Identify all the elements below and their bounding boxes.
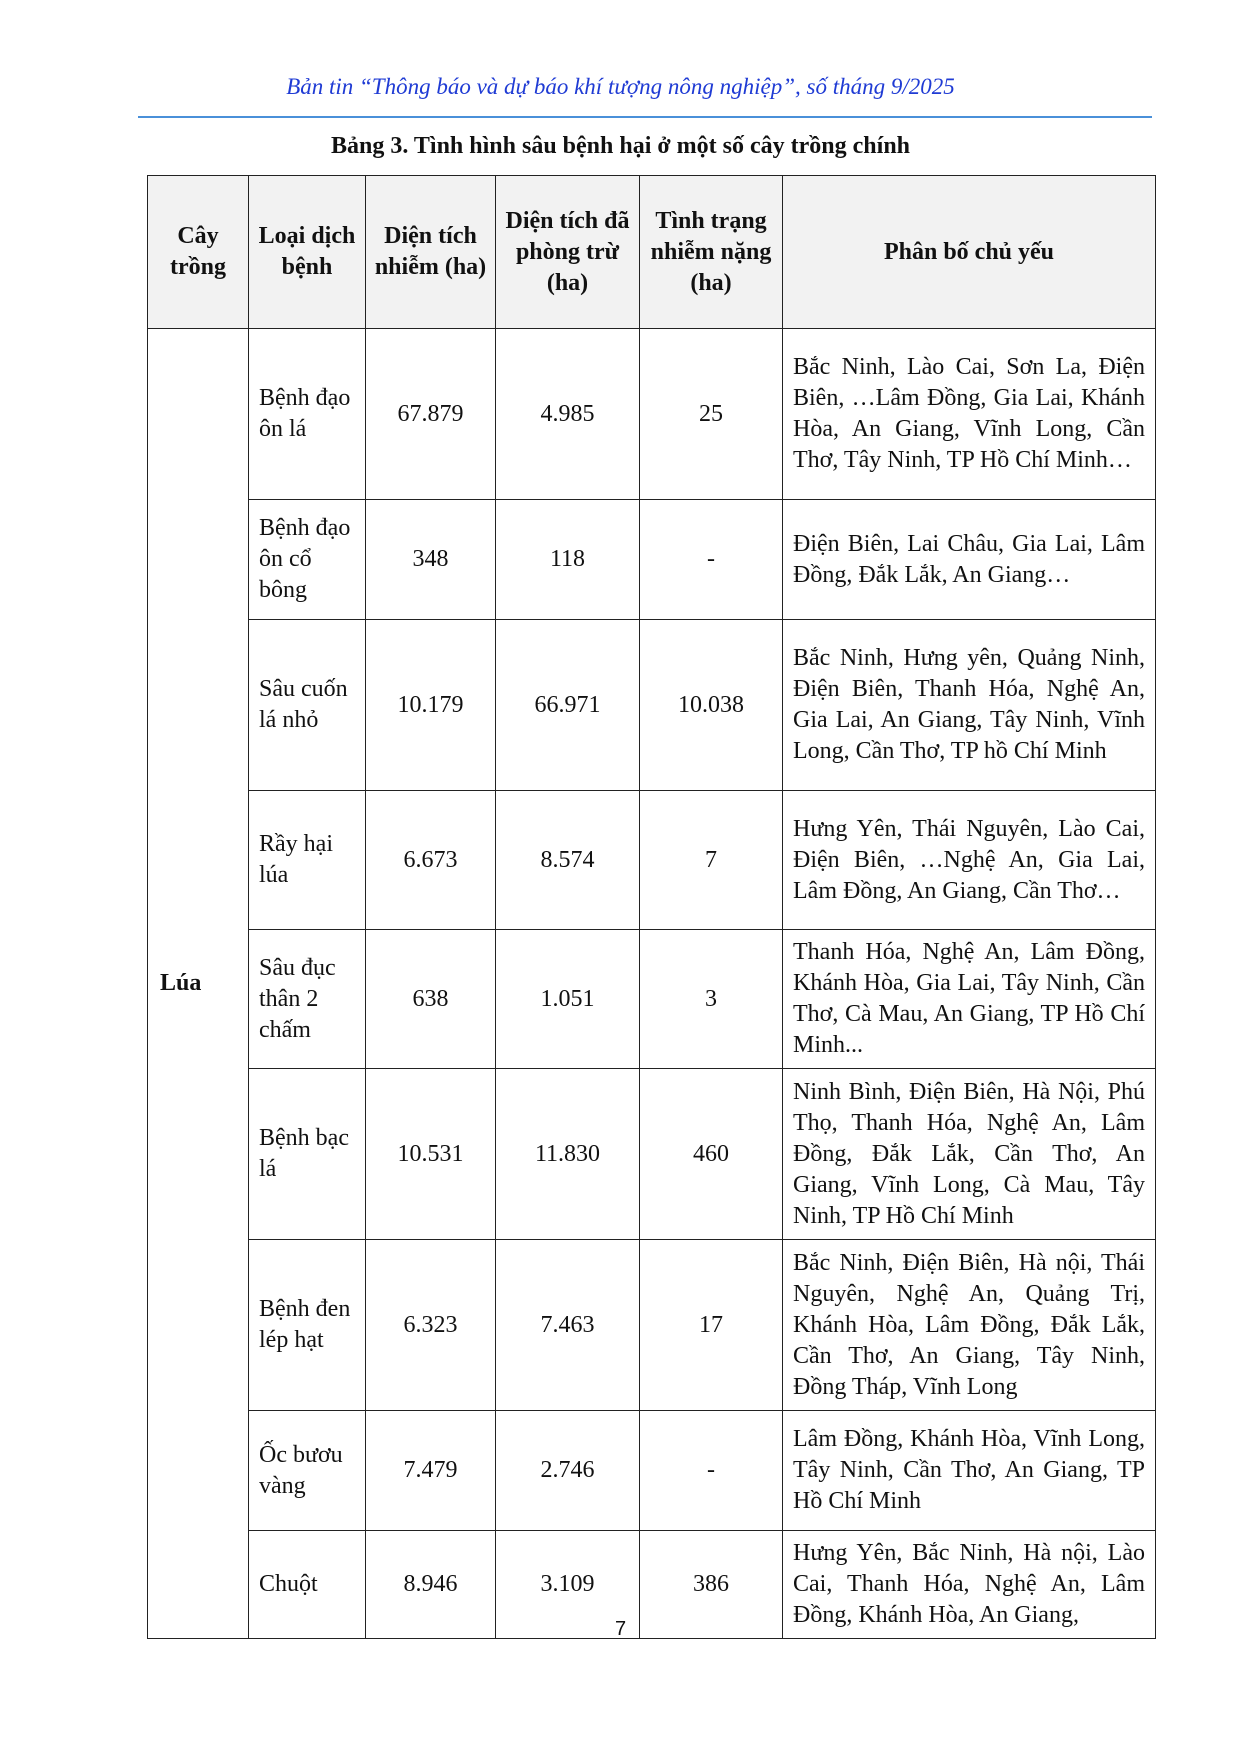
table-row (148, 620, 1156, 791)
severe-cell: 10.038 (640, 620, 783, 791)
table-caption: Bảng 3. Tình hình sâu bệnh hại ở một số cây trồng chính (330, 133, 911, 159)
severe-cell: 386 (640, 1531, 783, 1639)
bulletin-header: Bản tin “Thông báo và dự báo khí tượng nông nghiệp”, số tháng 9/2025 (286, 74, 955, 99)
infected-cell: 10.179 (366, 620, 496, 791)
distribution-cell: Ninh Bình, Điện Biên, Hà Nội, Phú Thọ, Thanh Hóa, Nghệ An, Lâm Đồng, Đắk Lắk, Cần Thơ, An Giang, Vĩnh Long, Cà Mau, Tây Ninh, TP Hồ Chí Minh (783, 1069, 1156, 1240)
treated-cell: 11.830 (496, 1069, 640, 1240)
infected-cell: 8.946 (366, 1531, 496, 1639)
infected-cell: 638 (366, 930, 496, 1069)
distribution-cell: Bắc Ninh, Lào Cai, Sơn La, Điện Biên, …Lâm Đồng, Gia Lai, Khánh Hòa, An Giang, Vĩnh Long, Cần Thơ, Tây Ninh, TP Hồ Chí Minh… (783, 329, 1156, 500)
severe-cell: 17 (640, 1240, 783, 1411)
infected-cell: 67.879 (366, 329, 496, 500)
header-crop: Cây trồng (148, 176, 249, 329)
severe-cell: 3 (640, 930, 783, 1069)
treated-cell: 8.574 (496, 791, 640, 930)
treated-cell: 118 (496, 500, 640, 620)
pest-name-cell: Chuột (249, 1531, 366, 1639)
pest-name-cell: Sâu cuốn lá nhỏ (249, 620, 366, 791)
treated-cell: 3.109 (496, 1531, 640, 1639)
pest-name-cell: Bệnh đạo ôn lá (249, 329, 366, 500)
table-row (148, 1411, 1156, 1531)
infected-cell: 10.531 (366, 1069, 496, 1240)
header-treated-area: Diện tích đã phòng trừ (ha) (496, 176, 640, 329)
infected-cell: 7.479 (366, 1411, 496, 1531)
severe-cell: 460 (640, 1069, 783, 1240)
header-divider (138, 116, 1152, 118)
distribution-cell: Điện Biên, Lai Châu, Gia Lai, Lâm Đồng, Đắk Lắk, An Giang… (783, 500, 1156, 620)
treated-cell: 2.746 (496, 1411, 640, 1531)
severe-cell: 25 (640, 329, 783, 500)
treated-cell: 7.463 (496, 1240, 640, 1411)
infected-cell: 6.673 (366, 791, 496, 930)
distribution-cell: Bắc Ninh, Điện Biên, Hà nội, Thái Nguyên, Nghệ An, Quảng Trị, Khánh Hòa, Lâm Đồng, Đắk Lắk, Cần Thơ, An Giang, Tây Ninh, Đồng Tháp, Vĩnh Long (783, 1240, 1156, 1411)
header-infected-area: Diện tích nhiễm (ha) (366, 176, 496, 329)
distribution-cell: Hưng Yên, Thái Nguyên, Lào Cai, Điện Biên, …Nghệ An, Gia Lai, Lâm Đồng, An Giang, Cần Thơ… (783, 791, 1156, 930)
treated-cell: 66.971 (496, 620, 640, 791)
table-row (148, 791, 1156, 930)
table-row (148, 1069, 1156, 1240)
pest-name-cell: Rầy hại lúa (249, 791, 366, 930)
header-severe-area: Tình trạng nhiễm nặng (ha) (640, 176, 783, 329)
pest-name-cell: Ốc bươu vàng (249, 1411, 366, 1531)
header-distribution: Phân bố chủ yếu (783, 176, 1156, 329)
pest-name-cell: Sâu đục thân 2 chấm (249, 930, 366, 1069)
header-pest-type: Loại dịch bệnh (249, 176, 366, 329)
pest-name-cell: Bệnh đạo ôn cổ bông (249, 500, 366, 620)
table-row (148, 930, 1156, 1069)
table-row (148, 500, 1156, 620)
distribution-cell: Lâm Đồng, Khánh Hòa, Vĩnh Long, Tây Ninh, Cần Thơ, An Giang, TP Hồ Chí Minh (783, 1411, 1156, 1531)
distribution-cell: Bắc Ninh, Hưng yên, Quảng Ninh, Điện Biên, Thanh Hóa, Nghệ An, Gia Lai, An Giang, Tây Ninh, Vĩnh Long, Cần Thơ, TP hồ Chí Minh (783, 620, 1156, 791)
pest-name-cell: Bệnh đen lép hạt (249, 1240, 366, 1411)
table-row (148, 329, 1156, 500)
severe-cell: - (640, 1411, 783, 1531)
severe-cell: 7 (640, 791, 783, 930)
severe-cell: - (640, 500, 783, 620)
pest-table (147, 175, 1156, 1639)
table-header-row (148, 176, 1156, 329)
page-number: 7 (614, 1618, 627, 1640)
crop-cell: Lúa (148, 329, 249, 1639)
treated-cell: 1.051 (496, 930, 640, 1069)
pest-name-cell: Bệnh bạc lá (249, 1069, 366, 1240)
distribution-cell: Thanh Hóa, Nghệ An, Lâm Đồng, Khánh Hòa, Gia Lai, Tây Ninh, Cần Thơ, Cà Mau, An Giang, TP Hồ Chí Minh... (783, 930, 1156, 1069)
infected-cell: 6.323 (366, 1240, 496, 1411)
distribution-cell: Hưng Yên, Bắc Ninh, Hà nội, Lào Cai, Thanh Hóa, Nghệ An, Lâm Đồng, Khánh Hòa, An Giang, (783, 1531, 1156, 1639)
infected-cell: 348 (366, 500, 496, 620)
table-row (148, 1240, 1156, 1411)
treated-cell: 4.985 (496, 329, 640, 500)
